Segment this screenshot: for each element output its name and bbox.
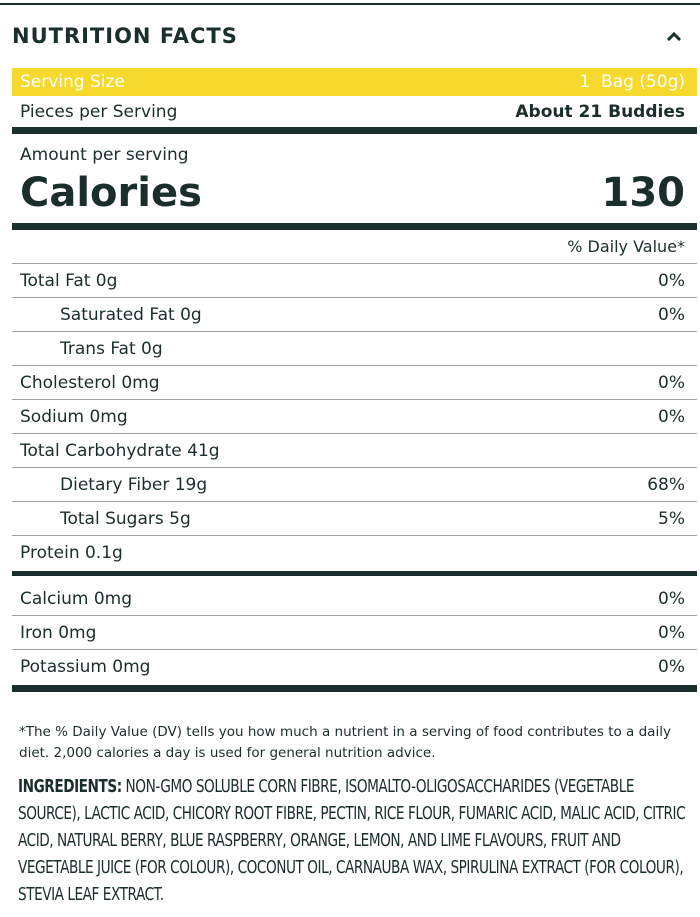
nutrient-dv: 0% [658, 304, 685, 325]
nutrient-dv: 5% [658, 508, 685, 529]
mineral-row [12, 582, 697, 615]
mineral-dv: 0% [658, 588, 685, 609]
nutrient-name: Saturated Fat 0g [60, 304, 202, 325]
daily-value-footnote: *The % Daily Value (DV) tells you how much a nutrient in a serving of food contributes to a daily diet. 2,000 calories a day is used for general nutrition advice. [19, 724, 671, 761]
nutrient-row [12, 298, 697, 331]
serving-size-value: 1 Bag (50g) [579, 72, 685, 92]
nutrient-row [12, 366, 697, 399]
mineral-name: Calcium 0mg [20, 588, 132, 609]
ingredients-block [18, 774, 690, 909]
mineral-name: Iron 0mg [20, 622, 97, 643]
divider-thick [12, 685, 697, 692]
nutrient-name: Total Sugars 5g [60, 508, 191, 529]
mineral-row [12, 616, 697, 649]
mineral-name: Potassium 0mg [20, 656, 151, 677]
nutrition-panel [12, 68, 697, 692]
nutrient-name: Total Fat 0g [20, 270, 118, 291]
divider-thick [12, 223, 697, 230]
nutrient-name: Trans Fat 0g [60, 338, 163, 359]
nutrient-dv: 0% [658, 372, 685, 393]
mineral-dv: 0% [658, 622, 685, 643]
mineral-row [12, 650, 697, 683]
nutrient-dv: 0% [658, 270, 685, 291]
nutrient-row [12, 264, 697, 297]
calories-row [12, 165, 697, 216]
nutrient-row [12, 332, 697, 365]
nutrient-row [12, 434, 697, 467]
nutrient-dv: 68% [647, 474, 685, 495]
pieces-label: Pieces per Serving [20, 101, 178, 122]
amount-per-serving: Amount per serving [20, 145, 189, 165]
daily-value-header: % Daily Value* [567, 237, 685, 256]
pieces-row [12, 96, 697, 127]
section-title: NUTRITION FACTS [12, 24, 238, 48]
nutrient-row [12, 536, 697, 569]
serving-size-label: Serving Size [20, 72, 125, 92]
mineral-dv: 0% [658, 656, 685, 677]
serving-size-row [12, 68, 697, 96]
nutrient-row [12, 468, 697, 501]
nutrient-name: Dietary Fiber 19g [60, 474, 208, 495]
nutrient-dv: 0% [658, 406, 685, 427]
nutrient-row [12, 400, 697, 433]
ingredients-label: INGREDIENTS: [18, 777, 122, 797]
calories-label: Calories [20, 170, 202, 216]
pieces-value: About 21 Buddies [515, 101, 685, 122]
nutrient-name: Total Carbohydrate 41g [20, 440, 220, 461]
divider-thick [12, 127, 697, 134]
nutrient-name: Protein 0.1g [20, 542, 123, 563]
calories-value: 130 [601, 170, 685, 216]
ingredients-text: NON-GMO SOLUBLE CORN FIBRE, ISOMALTO-OLIGOSACCHARIDES (VEGETABLE SOURCE), LACTIC ACID, CHICORY ROOT FIBRE, PECTIN, RICE FLOUR, FUMARIC ACID, MALIC ACID, CITRIC ACID, NATURAL BERRY, BLUE RASPBERRY, ORANGE, LEMON, AND LIME FLAVOURS, FRUIT AND VEGETABLE JUICE (FOR COLOUR), COCONUT OIL, CARNAUBA WAX, SPIRULINA EXTRACT (FOR COLOUR), STEVIA LEAF EXTRACT. [18, 777, 686, 905]
nutrient-name: Sodium 0mg [20, 406, 128, 427]
nutrient-row [12, 502, 697, 535]
chevron-up-icon[interactable] [666, 28, 682, 44]
top-rule [0, 3, 700, 5]
nutrition-header[interactable] [0, 6, 700, 66]
nutrient-name: Cholesterol 0mg [20, 372, 160, 393]
